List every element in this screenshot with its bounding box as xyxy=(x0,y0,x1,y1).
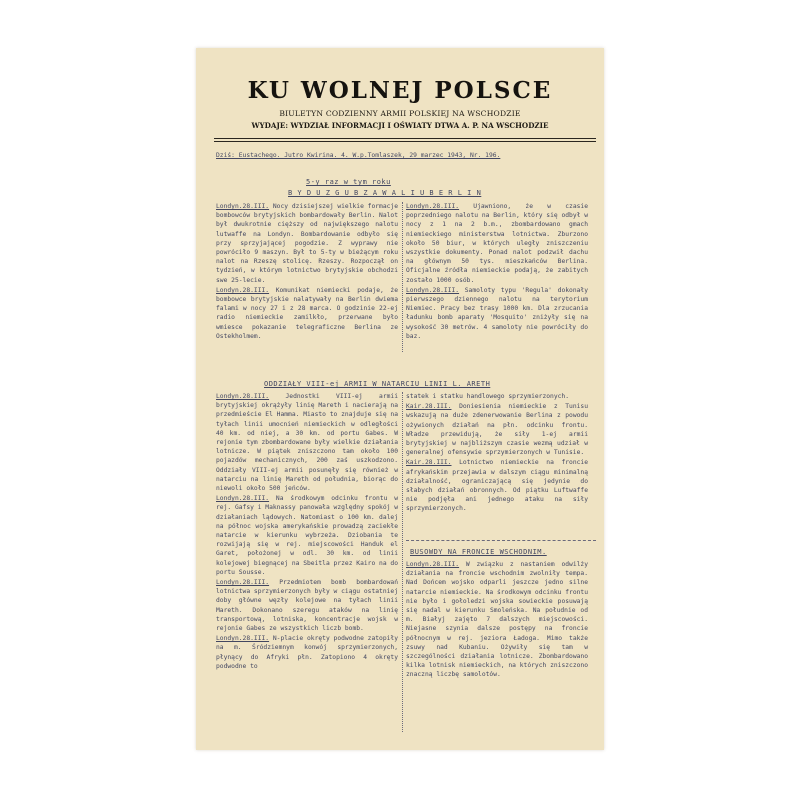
article-paragraph xyxy=(216,286,398,341)
section3-headline: BUSOWDY NA FRONCIE WSCHODNIM. xyxy=(410,548,547,556)
masthead-rule-thin xyxy=(214,141,596,142)
paragraph-dateline: Londyn.28.III. xyxy=(216,203,270,210)
article-paragraph xyxy=(216,392,398,493)
article-paragraph xyxy=(216,494,398,577)
column-divider xyxy=(402,202,403,352)
section3-column xyxy=(406,560,588,681)
newspaper-page xyxy=(196,48,604,750)
paragraph-dateline: Londyn.28.III. xyxy=(216,635,270,643)
paragraph-text: Nocy dzisiejszej wielkie formacje bombowców brytyjskich bombardowały Berlin. Nalot był dwukrotnie cięższy od największego nalotu lutwaffe na Londyn. Bombardowanie odbyło się przy sprzyjającej pogodzie. Z wyprawy nie powróciło 9 maszyn. Był to 5-ty w bieżącym roku nalot na Rzeszę stolicę. Rzeszy. Rozpoczął on tydzień, w którym lotnictwo brytyjskie obchodzi swe 25-lecie. xyxy=(216,203,398,284)
article-paragraph xyxy=(406,286,588,341)
paragraph-dateline: Londyn.28.III. xyxy=(216,286,270,294)
section2-headline: ODDZIAŁY VIII-ej ARMII W NATARCIU LINII L. ARETH xyxy=(264,380,491,388)
paragraph-dateline: Londyn.28.III. xyxy=(216,495,270,503)
paragraph-text: Na środkowym odcinku frontu w rej. Gafsy i Maknassy panowała względny spokój w działaniach lądowych. Natomiast o 100 km. dalej na północ wojska amerykańskie prowadzą zaciekłe natarcie w kierunku wybrzeża. Dziobania te rozwijają się w rej. miejscowości Handuk el Garet, położonej w odl. 30 km. od linii kolejowej biegnącej na Sbeitla przez Kairo na do portu Sousse. xyxy=(216,495,398,576)
section2-right-column xyxy=(406,392,588,515)
paragraph-text: statek i statku handlowego sprzymierzonych. xyxy=(406,393,570,400)
section-separator xyxy=(406,540,596,541)
paragraph-text: Doniesienia niemieckie z Tunisu wskazują na duże zdenerwowanie Berlina z powodu ożywionych działań na płn. odcinku frontu. Władze przewidują, że siły 1-ej armii brytyjskiej w najbliższym czasie wezmą udział w generalnej ofensywie sprzymierzonych w Tunisie. xyxy=(406,403,588,457)
paragraph-dateline: Kair.28.III. xyxy=(406,459,452,467)
paragraph-text: Komunikat niemiecki podaje, że bombowce brytyjskie nalatywały na Berlin dwiema falami w nocy 27 i z 28 marca. O godzinie 22-ej radio niemieckie zamilkło, przerwane było wmiesce pokazanie telegraficzne Berlina ze Ostekholmem. xyxy=(216,286,398,340)
article-paragraph xyxy=(216,202,398,285)
article-paragraph xyxy=(406,402,588,457)
paragraph-dateline: Londyn.28.III. xyxy=(216,579,270,587)
article-paragraph xyxy=(216,634,398,671)
masthead-rule xyxy=(214,138,596,139)
article-paragraph xyxy=(406,392,588,401)
paragraph-text: N-placie okręty podwodne zatopiły na m. Śródziemnym konwój sprzymierzonych, płynący do Afryki płn. Zatopiono 4 okręty podwodne to xyxy=(216,635,398,670)
paragraph-dateline: Londyn.28.III. xyxy=(216,393,270,400)
paragraph-text: Samoloty typu 'Regula' dokonały pierwszego dziennego nalotu na terytorium Niemiec. Pracy bez trasy 1000 km. Dla zrzucania ładunku bomb aparaty 'Mosquito' zniżyły się na wysokość 30 metrów. 4 samoloty nie powróciły do baz. xyxy=(406,286,588,340)
section2-left-column xyxy=(216,392,398,672)
column-divider xyxy=(402,392,403,732)
section1-kicker: 5-y raz w tym roku xyxy=(306,178,391,186)
article-paragraph xyxy=(406,458,588,513)
section1-right-column xyxy=(406,202,588,342)
paragraph-dateline: Kair.28.III. xyxy=(406,403,452,411)
paragraph-text: W związku z nastaniem odwilży działania na froncie wschodnim zwolniły tempa. Nad Dońcem wojsko odparli jeszcze jedno silne natarcie niemieckie. Na środkowym odcinku frontu nie było i gołoledzi wojska sowieckie posuwają się nadal w kierunku Smoleńska. Na południe od m. Białyj zajęto 7 dalszych miejscowości. Niejasne szynia dalsze postępy na froncie północnym w rej. jeziora Ładoga. Mimo także zsuwy nad Kubaniu. Ożywiły się tam w szczególności działania lotnicze. Zbombardowano kilka lotnisk niemieckich, na których zniszczono znaczną liczbę samolotów. xyxy=(406,561,588,679)
dateline: Dziś: Eustachego. Jutro Kwirina. 4. W.p.Tomlaszek, 29 marzec 1943, Nr. 196. xyxy=(216,152,501,159)
paragraph-dateline: Londyn.28.III. xyxy=(406,203,460,210)
article-paragraph xyxy=(216,578,398,633)
article-paragraph xyxy=(406,202,588,285)
paragraph-dateline: Londyn.28.III. xyxy=(406,286,460,294)
paragraph-text: Jednostki VIII-ej armii brytyjskiej okrążyły linię Mareth i nacierają na przedmieście El Hamma. Miasto to znajduje się na tyłach linii umocnień niemieckich w odległości 40 km. od niej, a 30 km. od portu Gabes. W rejonie tym zbombardowane były wielkie działania lotnicze. W piątek zniszczono tam około 100 pojazdów mechanicznych, 200 zaś uszkodzono. Oddziały VIII-ej armii posunęły się również w natarciu na linię Mareth od południa, biorąc do niewoli około 500 jeńców. xyxy=(216,393,398,493)
paragraph-text: Przedmiotem bomb bombardowań lotnictwa sprzymierzonych były w ciągu ostatniej doby główne węzły kolejowe na tyłach linii Mareth. Dokonano szeregu ataków na linię transportową, lotniska, koncentracje wojsk w rejonie Gabes ze wszystkich liczb bomb. xyxy=(216,579,398,633)
masthead xyxy=(196,78,604,130)
masthead-title: KU WOLNEJ POLSCE xyxy=(247,77,553,104)
paragraph-dateline: Londyn.28.III. xyxy=(406,561,460,568)
paragraph-text: Ujawniono, że w czasie poprzedniego nalotu na Berlin, który się odbył w nocy z 1 na 2 b.m., zbombardowano gmach niemieckiego ministerstwa lotnictwa. Zburzono około 50 biur, w których uległy zniszczeniu wszystkie dokumenty. Ponad nalot podzwił dachu na głównym 50 tys. mieszkańców Berlina. Oficjalne źródła niemieckie podają, że zabitych zostało 1000 osób. xyxy=(406,203,588,284)
masthead-publisher: WYDAJE: WYDZIAŁ INFORMACJI I OŚWIATY DTWA A. P. NA WSCHODZIE xyxy=(251,121,549,130)
section1-headline: B Y D U Z G U B Z A W A L I U B E R L I N xyxy=(288,189,482,197)
masthead-subtitle: BIULETYN CODZIENNY ARMII POLSKIEJ NA WSCHODZIE xyxy=(279,109,521,118)
section1-left-column xyxy=(216,202,398,342)
article-paragraph xyxy=(406,560,588,680)
paragraph-text: Lotnictwo niemieckie na froncie afrykańskim przejawia w dalszym ciągu minimalną działalność, ograniczającą się jedynie do słabych działań obronnych. Od piątku Luftwaffe nie podjęła ani jednego ataku na siły sprzymierzonych. xyxy=(406,459,588,513)
